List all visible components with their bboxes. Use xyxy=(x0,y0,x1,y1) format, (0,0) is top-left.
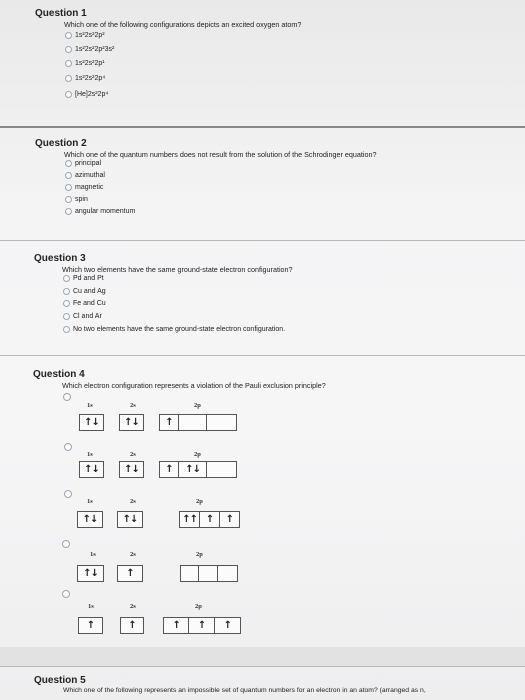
orbital-1s-box: ↑↓ xyxy=(79,461,104,478)
orbital-label-2s: 2s xyxy=(130,402,136,409)
orbital-2p-cell: ↑ xyxy=(164,618,189,633)
orbital-1s-box: ↑↓ xyxy=(77,511,103,528)
radio-button[interactable] xyxy=(65,75,72,82)
q4-option-1-radio[interactable] xyxy=(63,393,71,401)
orbital-label-2s: 2s xyxy=(130,451,136,458)
option-label: Cl and Ar xyxy=(73,313,102,320)
q3-option-4[interactable] xyxy=(63,313,102,320)
option-label: azimuthal xyxy=(75,172,105,179)
option-label: Fe and Cu xyxy=(73,300,106,307)
radio-button[interactable] xyxy=(65,91,72,98)
orbital-2p-cell: ↑ xyxy=(225,514,234,525)
q4-option-2-radio[interactable] xyxy=(64,443,72,451)
question-divider xyxy=(0,126,525,128)
question-3-title: Question 3 xyxy=(34,253,86,264)
option-label: 1s²2s²2p² xyxy=(75,32,105,39)
radio-button[interactable] xyxy=(65,172,72,179)
option-label: 1s²2s²2p¹ xyxy=(75,60,105,67)
question-1-text: Which one of the following configurations depicts an excited oxygen atom? xyxy=(64,20,302,29)
orbital-2p-box xyxy=(180,565,238,582)
orbital-2s-box: ↑ xyxy=(120,617,144,634)
orbital-2p-box xyxy=(179,511,240,528)
radio-button[interactable] xyxy=(65,60,72,67)
radio-button[interactable] xyxy=(65,32,72,39)
question-1-title: Question 1 xyxy=(35,8,87,19)
orbital-2s-box: ↑ xyxy=(117,565,143,582)
option-label: Pd and Pt xyxy=(73,275,104,282)
orbital-label-2s: 2s xyxy=(130,551,136,558)
option-label: 1s²2s²2p⁴ xyxy=(75,75,106,82)
orbital-2s-box: ↑↓ xyxy=(119,414,144,431)
orbital-2p-cell xyxy=(218,566,237,581)
orbital-2p-box xyxy=(159,461,237,478)
orbital-label-1s: 1s xyxy=(88,603,94,610)
radio-button[interactable] xyxy=(63,326,70,333)
orbital-2p-cell: ↑ xyxy=(223,620,232,631)
q2-option-1[interactable] xyxy=(65,160,101,167)
question-divider xyxy=(0,240,525,241)
orbital-2p-cell: ↑ xyxy=(200,512,219,527)
q4-option-3-radio[interactable] xyxy=(64,490,72,498)
orbital-2p-cell: ↑ xyxy=(160,462,179,477)
option-label: magnetic xyxy=(75,184,104,191)
radio-button[interactable] xyxy=(65,46,72,53)
q1-option-5[interactable] xyxy=(65,91,108,98)
orbital-1s-box: ↑↓ xyxy=(79,414,104,431)
question-4-text: Which electron configuration represents a violation of the Pauli exclusion principle? xyxy=(62,381,326,390)
orbital-2s-box: ↑↓ xyxy=(117,511,143,528)
orbital-2p-box xyxy=(159,414,237,431)
orbital-label-1s: 1s xyxy=(87,498,93,505)
orbital-2p-box xyxy=(163,617,241,634)
q3-option-5[interactable] xyxy=(63,326,285,333)
option-label: [He]2s²2p⁴ xyxy=(75,91,109,98)
orbital-label-1s: 1s xyxy=(87,451,93,458)
orbital-2p-cell xyxy=(207,415,236,430)
q1-option-2[interactable] xyxy=(65,46,114,53)
orbital-2p-cell: ↑ xyxy=(189,618,214,633)
q2-option-5[interactable] xyxy=(65,208,135,215)
orbital-label-2p: 2p xyxy=(194,402,201,409)
question-5-text: Which one of the following represents an impossible set of quantum numbers for an electron in an atom? (arranged as n, xyxy=(63,687,426,694)
orbital-label-1s: 1s xyxy=(90,551,96,558)
section-gap xyxy=(0,647,525,667)
orbital-1s-box: ↑ xyxy=(78,617,103,634)
radio-button[interactable] xyxy=(65,184,72,191)
q2-option-2[interactable] xyxy=(65,172,105,179)
orbital-label-2p: 2p xyxy=(196,551,203,558)
radio-button[interactable] xyxy=(65,160,72,167)
option-label: No two elements have the same ground-state electron configuration. xyxy=(73,326,286,333)
question-4-title: Question 4 xyxy=(33,369,85,380)
orbital-label-2p: 2p xyxy=(195,603,202,610)
q4-option-5-radio[interactable] xyxy=(62,590,70,598)
option-label: spin xyxy=(75,196,88,203)
orbital-label-1s: 1s xyxy=(87,402,93,409)
radio-button[interactable] xyxy=(65,196,72,203)
q4-option-4-radio[interactable] xyxy=(62,540,70,548)
orbital-2p-cell xyxy=(207,462,236,477)
orbital-label-2p: 2p xyxy=(196,498,203,505)
orbital-2p-cell xyxy=(179,415,208,430)
orbital-2p-cell: ↑ xyxy=(160,415,179,430)
radio-button[interactable] xyxy=(63,288,70,295)
orbital-label-2s: 2s xyxy=(130,603,136,610)
orbital-2p-cell: ↑↑ xyxy=(180,512,200,527)
q3-option-1[interactable] xyxy=(63,275,104,282)
q1-option-1[interactable] xyxy=(65,32,105,39)
q1-option-4[interactable] xyxy=(65,75,105,82)
question-divider xyxy=(0,355,525,356)
radio-button[interactable] xyxy=(65,208,72,215)
q3-option-3[interactable] xyxy=(63,300,106,307)
option-label: angular momentum xyxy=(75,208,136,215)
q2-option-4[interactable] xyxy=(65,196,88,203)
question-5-title: Question 5 xyxy=(34,675,86,686)
option-label: 1s²2s²2p²3s² xyxy=(75,46,115,53)
orbital-2p-cell xyxy=(181,566,199,581)
question-divider xyxy=(0,666,525,667)
radio-button[interactable] xyxy=(63,313,70,320)
orbital-2s-box: ↑↓ xyxy=(119,461,144,478)
orbital-label-2s: 2s xyxy=(130,498,136,505)
radio-button[interactable] xyxy=(63,275,70,282)
orbital-1s-box: ↑↓ xyxy=(77,565,104,582)
radio-button[interactable] xyxy=(63,300,70,307)
question-3-text: Which two elements have the same ground-state electron configuration? xyxy=(62,265,293,274)
option-label: Cu and Ag xyxy=(73,288,106,295)
question-2-title: Question 2 xyxy=(35,138,87,149)
option-label: principal xyxy=(75,160,102,167)
orbital-2p-cell: ↑↓ xyxy=(179,462,208,477)
q1-option-3[interactable] xyxy=(65,60,105,67)
orbital-label-2p: 2p xyxy=(194,451,201,458)
q3-option-2[interactable] xyxy=(63,288,106,295)
orbital-2p-cell xyxy=(199,566,217,581)
q2-option-3[interactable] xyxy=(65,184,103,191)
question-2-text: Which one of the quantum numbers does not result from the solution of the Schrodinger equation? xyxy=(64,150,377,159)
